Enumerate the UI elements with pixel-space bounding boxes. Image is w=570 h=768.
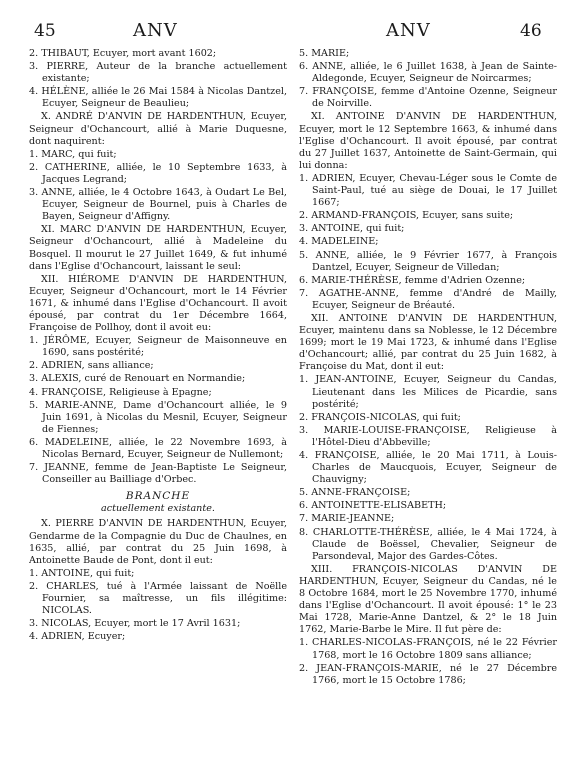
list-item: 5. ANNE, alliée, le 9 Février 1677, à François Dantzel, Ecuyer, Seigneur de Villedan; <box>299 249 557 273</box>
list-item: 4. ADRIEN, Ecuyer; <box>29 631 126 643</box>
list-item: 3. PIERRE, Auteur de la branche actuellement existante; <box>29 61 287 85</box>
list-item: 2. CHARLES, tué à l'Armée laissant de Noëlle Fournier, sa maîtresse, un fils illégitime: NICOLAS. <box>29 580 287 617</box>
list-item: 4. HÉLÈNE, alliée le 26 Mai 1584 à Nicolas Dantzel, Ecuyer, Seigneur de Beaulieu; <box>29 86 287 110</box>
list-item: 3. ALEXIS, curé de Renouart en Normandie; <box>29 373 246 385</box>
section-heading: BRANCHE <box>125 490 191 503</box>
right-column <box>299 48 557 688</box>
list-item: 5. ANNE-FRANÇOISE; <box>299 487 411 499</box>
list-item: 7. MARIE-JEANNE; <box>299 513 395 525</box>
list-item: 2. THIBAUT, Ecuyer, mort avant 1602; <box>29 48 217 59</box>
list-item: 3. MARIE-LOUISE-FRANÇOISE, Religieuse à l'Hôtel-Dieu d'Abbeville; <box>299 424 557 448</box>
left-running-title: ANV <box>133 20 178 41</box>
page-header <box>0 20 570 46</box>
list-item: 4. FRANÇOISE, Religieuse à Epagne; <box>29 386 212 398</box>
list-item: 6. MARIE-THÉRÈSE, femme d'Adrien Ozenne; <box>299 274 526 286</box>
list-item: 6. MADELEINE, alliée, le 22 Novembre 1693, à Nicolas Bernard, Ecuyer, Seigneur de Nullemont; <box>29 436 287 460</box>
list-item: 3. ANTOINE, qui fuit; <box>299 223 405 235</box>
list-item: 1. MARC, qui fuit; <box>29 148 117 160</box>
list-item: 7. FRANÇOISE, femme d'Antoine Ozenne, Seigneur de Noirville. <box>299 86 557 110</box>
list-item: 6. ANTOINETTE-ELISABETH; <box>299 500 447 512</box>
list-item: 8. CHARLOTTE-THÉRÈSE, alliée, le 4 Mai 1724, à Claude de Boëssel, Chevalier, Seigneur de Parsondeval, Major des Gardes-Côtes. <box>299 526 557 562</box>
genealogy-paragraph: XIII. FRANÇOIS-NICOLAS D'ANVIN DE HARDENTHUN, Ecuyer, Seigneur du Candas, né le 8 Octobre 1684, mort le 25 Novembre 1770, inhumé dans l'Eglise d'Ochancourt. Il avoit épousé: 1° le 23 Mai 1728, Marie-Anne Dantzel, & 2° le 18 Juin 1762, Marie-Barbe le Mire. Il fut père de: <box>299 563 557 636</box>
list-item: 2. ARMAND-FRANÇOIS, Ecuyer, sans suite; <box>299 210 514 222</box>
list-item: 1. ANTOINE, qui fuit; <box>29 567 135 579</box>
list-item: 7. JEANNE, femme de Jean-Baptiste Le Seigneur, Conseiller au Bailliage d'Orbec. <box>29 462 287 486</box>
left-column <box>29 48 287 644</box>
list-item: 6. ANNE, alliée, le 6 Juillet 1638, à Jean de Sainte-Aldegonde, Ecuyer, Seigneur de Noircarmes; <box>299 61 557 85</box>
list-item: 1. JÉRÔME, Ecuyer, Seigneur de Maisonneuve en 1690, sans postérité; <box>29 335 287 359</box>
list-item: 2. FRANÇOIS-NICOLAS, qui fuit; <box>299 411 461 423</box>
list-item: 1. CHARLES-NICOLAS-FRANÇOIS, né le 22 Février 1768, mort le 16 Octobre 1809 sans alliance; <box>299 637 557 661</box>
right-page-number: 46 <box>520 21 542 41</box>
genealogy-paragraph: XI. ANTOINE D'ANVIN DE HARDENTHUN, Ecuyer, mort le 12 Septembre 1663, & inhumé dans l'Eglise d'Ochancourt. Il avoit épousé, par contrat du 27 Juillet 1637, Antoinette de Saint-Germain, qui lui donna: <box>299 111 557 171</box>
list-item: 5. MARIE; <box>299 48 350 59</box>
list-item: 1. JEAN-ANTOINE, Ecuyer, Seigneur du Candas, Lieutenant dans les Milices de Picardie, sans postérité; <box>299 374 557 410</box>
genealogy-paragraph: X. PIERRE D'ANVIN DE HARDENTHUN, Ecuyer, Gendarme de la Compagnie du Duc de Chaulnes, en 1635, allié, par contrat du 25 Juin 1698, à Antoinette Baude de Pont, dont il eut: <box>29 518 287 566</box>
genealogy-paragraph: XII. ANTOINE D'ANVIN DE HARDENTHUN, Ecuyer, maintenu dans sa Noblesse, le 12 Décembre 1699; mort le 19 Mai 1723, & inhumé dans l'Eglise d'Ochancourt; allié, par contrat du 25 Juin 1682, à Françoise du Mat, dont il eut: <box>299 312 557 373</box>
list-item: 5. MARIE-ANNE, Dame d'Ochancourt alliée, le 9 Juin 1691, à Nicolas du Mesnil, Ecuyer, Seigneur de Fiennes; <box>29 399 287 435</box>
list-item: 1. ADRIEN, Ecuyer, Chevau-Léger sous le Comte de Saint-Paul, tué au siège de Douai, le 17 Juillet 1667; <box>299 172 557 209</box>
list-item: 2. JEAN-FRANÇOIS-MARIE, né le 27 Décembre 1766, mort le 15 Octobre 1786; <box>299 662 557 686</box>
genealogy-paragraph: X. ANDRÉ D'ANVIN DE HARDENTHUN, Ecuyer, Seigneur d'Ochancourt, allié à Marie Duquesne, dont naquirent: <box>29 111 287 147</box>
list-item: 3. ANNE, alliée, le 4 Octobre 1643, à Oudart Le Bel, Ecuyer, Seigneur de Bournel, puis à Charles de Bayen, Seigneur d'Affigny. <box>29 187 287 223</box>
list-item: 3. NICOLAS, Ecuyer, mort le 17 Avril 1631; <box>29 618 241 630</box>
list-item: 2. CATHERINE, alliée, le 10 Septembre 1633, à Jacques Legrand; <box>29 161 287 185</box>
list-item: 2. ADRIEN, sans alliance; <box>29 360 154 372</box>
list-item: 4. MADELEINE; <box>299 236 379 248</box>
genealogy-paragraph: XII. HIÉROME D'ANVIN DE HARDENTHUN, Ecuyer, Seigneur d'Ochancourt, mort le 14 Février 1671, & inhumé dans l'Eglise d'Ochancourt. Il avoit épousé, par contrat du 1er Décembre 1664, Françoise de Pollhoy, dont il avoit eu: <box>29 273 287 334</box>
section-subheading: actuellement existante. <box>101 503 215 515</box>
right-running-title: ANV <box>386 20 431 41</box>
list-item: 4. FRANÇOISE, alliée, le 20 Mai 1711, à Louis-Charles de Maucquois, Ecuyer, Seigneur de Chauvigny; <box>299 450 557 486</box>
left-page-number: 45 <box>34 21 56 41</box>
list-item: 7. AGATHE-ANNE, femme d'André de Mailly, Ecuyer, Seigneur de Bréauté. <box>299 287 557 311</box>
genealogy-paragraph: XI. MARC D'ANVIN DE HARDENTHUN, Ecuyer, Seigneur d'Ochancourt, allié à Madeleine du Bosquel. Il mourut le 27 Juillet 1649, & fut inhumé dans l'Eglise d'Ochancourt, laissant le seul: <box>29 224 287 272</box>
